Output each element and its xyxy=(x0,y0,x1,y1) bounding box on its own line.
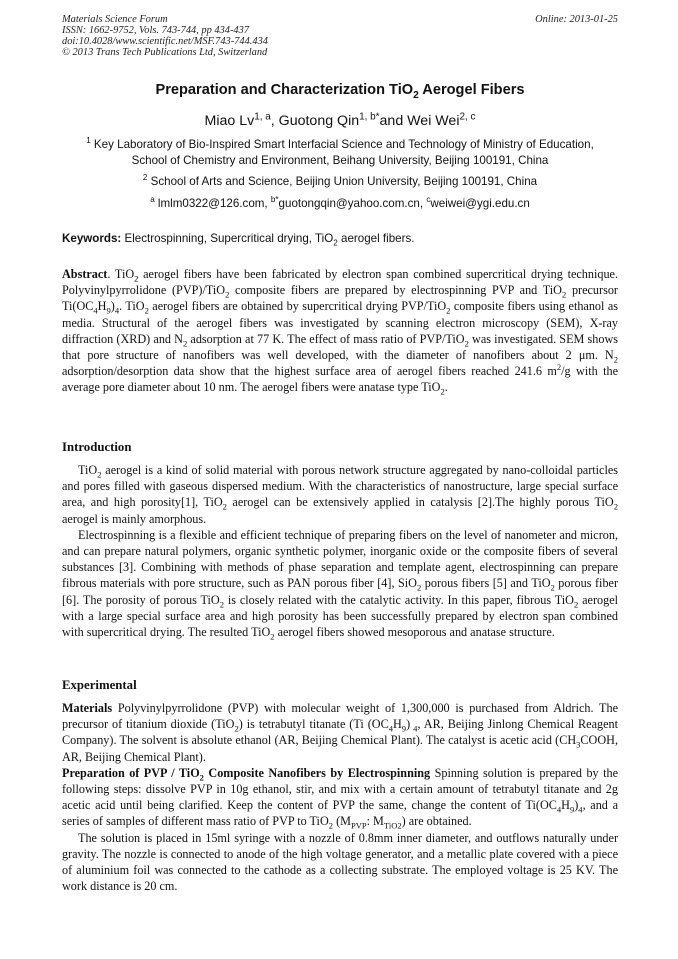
online-date: Online: 2013-01-25 xyxy=(535,14,618,25)
doi-line: doi:10.4028/www.scientific.net/MSF.743-744.434 xyxy=(62,36,268,47)
author-3: Wei Wei xyxy=(407,113,460,129)
electrospinning-setup-paragraph: The solution is placed in 15ml syringe with a nozzle of 0.8mm inner diameter, and outflows naturally under gravity. The nozzle is connected to anode of the high voltage generator, and a metallic plate covered with a piece of aluminium foil was connected to the cathode as a collecting substrate. The employed voltage is 25 KV. The work distance is 20 cm. xyxy=(62,830,618,894)
email-mark: a xyxy=(150,195,155,205)
abstract xyxy=(62,266,618,396)
abstract-label: Abstract xyxy=(62,267,108,281)
affil-mark: 2 xyxy=(142,173,148,183)
keywords-text: Electrospinning, Supercritical drying, TiO xyxy=(121,232,334,245)
experimental-body xyxy=(62,700,618,894)
materials-label: Materials xyxy=(62,701,113,715)
email-mark: c xyxy=(426,195,431,205)
keywords-label: Keywords: xyxy=(62,232,122,245)
email-b: guotongqin@yahoo.com.cn, xyxy=(278,197,427,210)
author-1: Miao Lv xyxy=(204,113,255,129)
paper-title xyxy=(62,82,618,101)
intro-paragraph-2: Electrospinning is a flexible and efficient technique of preparing fibers on the level of nanometer and micron, and can prepare natural polymers, organic synthetic polymer, inorganic oxide or the composite fibers of several substances [3]. Combining with methods of phase separation and template agent, electrospinning can prepare fibrous materials with pore structure, such as PAN porous fiber [4], SiO$_2$ porous fibers [5] and TiO$_2$ porous fiber [6]. The porosity of porous TiO$_2$ is closely related with the catalytic activity. In this paper, fibrous TiO$_2$ aerogel with a large special surface area and high porosity has been successfully prepared by electron span combined with supercritical drying. The resulted TiO$_2$ aerogel fibers showed mesoporous and anatase structure. xyxy=(62,527,619,642)
author-sep: and xyxy=(379,113,408,129)
affil-2-text: School of Arts and Science, Beijing Union University, Beijing 100191, China xyxy=(147,175,538,188)
affiliation-1 xyxy=(62,137,618,169)
keywords-subscript: 2 xyxy=(333,238,338,248)
affil-1-line-1: Key Laboratory of Bio-Inspired Smart Interfacial Science and Technology of Ministry of Education, xyxy=(90,138,594,151)
title-text-end: Aerogel Fibers xyxy=(418,82,525,98)
author-1-affil: 1, a xyxy=(254,111,271,123)
preparation-label: Preparation of PVP / TiO$_2$ Composite Nanofibers by Electrospinning xyxy=(62,765,431,783)
issn-line: ISSN: 1662-9752, Vols. 743-744, pp 434-437 xyxy=(62,25,250,36)
keywords xyxy=(62,232,618,248)
preparation-paragraph: Preparation of PVP / TiO$_2$ Composite Nanofibers by Electrospinning Spinning solution is prepared by the following steps: dissolve PVP in 10g ethanol, stir, and mix with a certain amount of tetrabutyl titanate and 2g acetic acid until being clarified. Keep the content of PVP the same, change the content of $Ti(OC_4H_9)_4$, and a series of samples of different mass ratio of PVP to TiO$_2$ ($M_{PVP}$: $M_{TiO2}$) are obtained. xyxy=(62,765,618,831)
introduction-body xyxy=(62,462,618,640)
author-list xyxy=(62,113,618,129)
journal-name: Materials Science Forum xyxy=(62,14,168,25)
intro-paragraph-1: TiO$_2$ aerogel is a kind of solid material with porous network structure aggregated by nano-colloidal particles and pores filled with gaseous dispersed medium. With the characteristics of nanostructure, large special surface area, and high porosity[1], TiO$_2$ aerogel can be extensively applied in catalysis [2].The highly porous TiO$_2$ aerogel is mainly amorphous. xyxy=(62,463,618,526)
materials-paragraph: Materials Polyvinylpyrrolidone (PVP) with molecular weight of 1,300,000 is purchased from Aldrich. The precursor of titanium dioxide (TiO$_2$) is tetrabutyl titanate (Ti $(OC_4H_9)$ $_4$, AR, Beijing Jinlong Chemical Reagent Company). The solvent is absolute ethanol (AR, Beijing Chemical Plant). The catalyst is acetic acid ($CH_3COOH$, AR, Beijing Chemical Plant). xyxy=(62,701,618,764)
affil-mark: 1 xyxy=(86,136,91,146)
keywords-text-end: aerogel fibers. xyxy=(337,232,415,245)
author-sep: , xyxy=(270,113,279,129)
author-2-affil: 1, b* xyxy=(359,111,380,123)
author-2: Guotong Qin xyxy=(278,113,360,129)
copyright-line: © 2013 Trans Tech Publications Ltd, Switzerland xyxy=(62,47,268,58)
author-3-affil: 2, c xyxy=(459,111,476,123)
affiliation-2 xyxy=(62,174,618,190)
email-a: lmlm0322@126.com, xyxy=(154,197,271,210)
abstract-paragraph: Abstract. TiO$_2$ aerogel fibers have been fabricated by electron span combined supercritical drying technique. Polyvinylpyrrolidone (PVP)/TiO$_2$ composite fibers are prepared by electrospinning PVP and TiO$_2$ precursor $Ti(OC_4H_9)_4$. TiO$_2$ aerogel fibers are obtained by supercritical drying PVP/TiO$_2$ composite fibers using ethanol as media. Structural of the aerogel fibers was investigated by scanning electron microscopy (SEM), X-ray diffraction (XRD) and $N_2$ adsorption at 77 K. The effect of mass ratio of PVP/TiO$_2$ was investigated. SEM shows that pore structure of nanofibers was well developed, with the diameter of nanofibers about 2 μm. $N_2$ adsorption/desorption data show that the highest surface area of aerogel fibers reached 241.6 $m^2/g$ with the average pore diameter about 10 nm. The aerogel fibers were anatase type TiO$_2$. xyxy=(62,267,619,397)
title-subscript: 2 xyxy=(413,89,419,101)
introduction-heading: Introduction xyxy=(62,440,132,454)
email-line xyxy=(62,196,618,212)
email-c: weiwei@ygi.edu.cn xyxy=(430,197,530,210)
email-mark: b* xyxy=(270,195,279,205)
journal-header xyxy=(62,14,618,58)
affil-1-line-2: School of Chemistry and Environment, Beihang University, Beijing 100191, China xyxy=(131,154,549,167)
experimental-heading: Experimental xyxy=(62,678,137,692)
title-text: Preparation and Characterization TiO xyxy=(155,82,414,98)
